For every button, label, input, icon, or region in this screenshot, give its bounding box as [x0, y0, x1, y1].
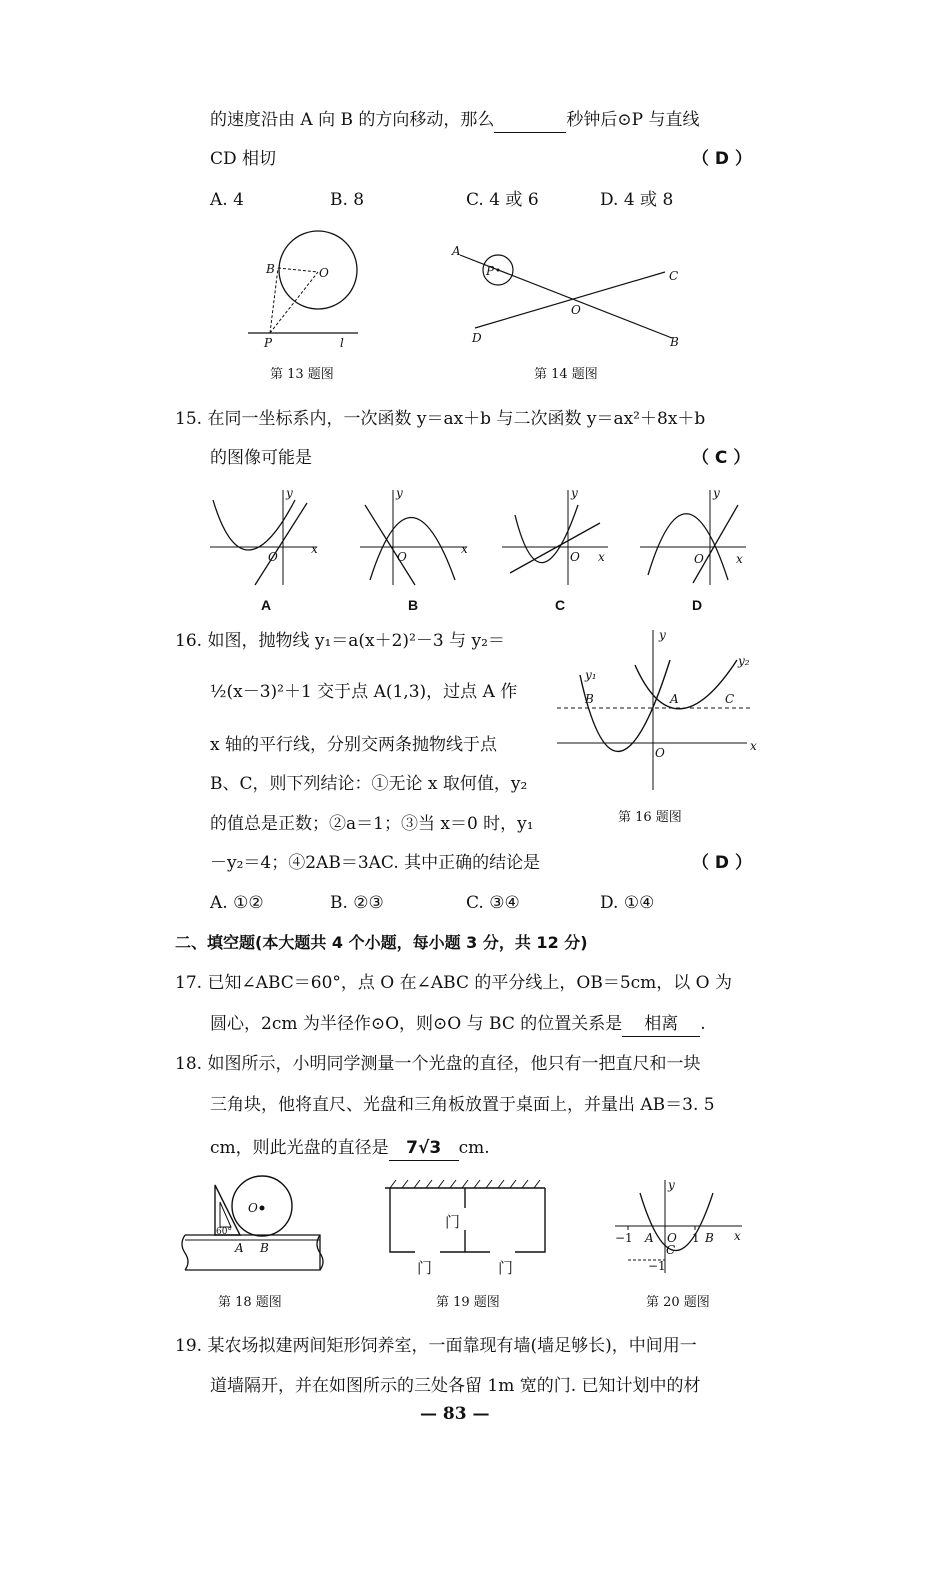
q16-option-d: D. ①④	[600, 893, 655, 913]
svg-text:y: y	[659, 628, 666, 642]
q16-answer: （ D ）	[692, 853, 752, 873]
graph-a	[205, 485, 325, 590]
svg-text:1: 1	[692, 1231, 700, 1245]
q14-answer: （ D ）	[692, 149, 752, 169]
figure-19	[380, 1180, 550, 1260]
svg-text:O: O	[655, 746, 665, 760]
svg-text:B: B	[585, 692, 594, 706]
q15-line2: 的图像可能是	[210, 448, 312, 468]
figure-19-door-right: 门	[498, 1259, 514, 1277]
svg-text:y: y	[668, 1178, 675, 1192]
graph-d-label: D	[692, 597, 703, 613]
q14-option-c: C. 4 或 6	[466, 190, 539, 210]
figure-13-caption: 第 13 题图	[270, 367, 334, 382]
q18-line3: cm，则此光盘的直径是 7√3 cm.	[210, 1136, 490, 1161]
q17-line1: 17. 已知∠ABC＝60°，点 O 在∠ABC 的平分线上，OB＝5cm，以 O 为	[175, 973, 733, 993]
svg-text:P: P	[486, 264, 495, 278]
figure-18-caption: 第 18 题图	[218, 1295, 282, 1310]
figure-16	[555, 625, 755, 795]
q19-line2: 道墙隔开，并在如图所示的三处各留 1m 宽的门. 已知计划中的材	[210, 1376, 701, 1396]
svg-text:O: O	[319, 266, 329, 280]
q16-option-c: C. ③④	[466, 893, 520, 913]
svg-text:D: D	[472, 331, 482, 345]
svg-text:B: B	[266, 262, 275, 276]
q16-option-a: A. ①②	[210, 893, 264, 913]
svg-text:O: O	[694, 552, 704, 566]
svg-text:O: O	[268, 550, 278, 564]
graph-c	[500, 485, 620, 590]
svg-text:x: x	[461, 542, 468, 556]
q16-line1: 16. 如图，抛物线 y₁＝a(x＋2)²－3 与 y₂＝	[175, 631, 505, 651]
svg-text:A: A	[452, 244, 461, 258]
q16-line6: －y₂＝4；④2AB＝3AC. 其中正确的结论是	[210, 853, 541, 873]
graph-d	[638, 485, 758, 590]
figure-14-caption: 第 14 题图	[534, 367, 598, 382]
figure-14	[450, 240, 690, 350]
figure-19-door-left: 门	[417, 1259, 433, 1277]
q14-option-b: B. 8	[330, 190, 365, 210]
svg-text:O: O	[397, 550, 407, 564]
svg-text:y₁: y₁	[585, 668, 597, 682]
svg-text:x: x	[598, 550, 605, 564]
q16-line3: x 轴的平行线，分别交两条抛物线于点	[210, 735, 497, 755]
svg-text:P: P	[264, 336, 273, 350]
svg-text:C: C	[669, 269, 679, 283]
q16-line2: ½(x－3)²＋1 交于点 A(1,3)，过点 A 作	[210, 682, 518, 702]
svg-text:A: A	[235, 1241, 244, 1255]
graph-a-label: A	[261, 597, 272, 613]
figure-13	[240, 225, 370, 355]
figure-19-caption: 第 19 题图	[436, 1295, 500, 1310]
graph-b	[355, 485, 475, 590]
svg-text:y: y	[713, 486, 720, 500]
q14-line2: CD 相切	[210, 149, 277, 169]
section-2-title: 二、填空题(本大题共 4 个小题，每小题 3 分，共 12 分)	[175, 933, 588, 952]
svg-text:O: O	[248, 1201, 258, 1215]
figure-19-door-middle: 门	[445, 1213, 461, 1231]
svg-text:A: A	[645, 1231, 654, 1245]
svg-text:y: y	[286, 486, 293, 500]
svg-text:O: O	[570, 550, 580, 564]
svg-text:l: l	[340, 336, 344, 350]
q14-option-a: A. 4	[210, 190, 244, 210]
svg-text:O: O	[667, 1231, 677, 1245]
svg-text:y: y	[396, 486, 403, 500]
q19-line1: 19. 某农场拟建两间矩形饲养室，一面靠现有墙(墙足够长)，中间用一	[175, 1336, 697, 1356]
svg-text:y: y	[571, 486, 578, 500]
svg-text:B: B	[705, 1231, 714, 1245]
page-number: — 83 —	[420, 1404, 490, 1424]
q16-line5: 的值总是正数；②a＝1；③当 x＝0 时，y₁	[210, 814, 534, 834]
figure-20	[610, 1178, 750, 1278]
q16-option-b: B. ②③	[330, 893, 384, 913]
svg-text:A: A	[670, 692, 679, 706]
q16-line4: B、C，则下列结论：①无论 x 取何值，y₂	[210, 774, 528, 794]
svg-text:x: x	[734, 1229, 741, 1243]
svg-text:−1: −1	[648, 1259, 666, 1273]
q15-answer: （ C ）	[692, 448, 751, 468]
graph-c-label: C	[555, 597, 566, 613]
figure-18	[180, 1180, 325, 1280]
svg-text:B: B	[260, 1241, 269, 1255]
graph-b-label: B	[408, 597, 419, 613]
svg-text:O: O	[571, 303, 581, 317]
q18-line1: 18. 如图所示，小明同学测量一个光盘的直径，他只有一把直尺和一块	[175, 1054, 701, 1074]
q17-answer: 相离	[622, 1012, 700, 1037]
svg-text:−1: −1	[615, 1231, 633, 1245]
svg-text:x: x	[750, 739, 757, 753]
q14-line1: 的速度沿由 A 向 B 的方向移动，那么 秒钟后⊙P 与直线	[210, 108, 699, 133]
figure-20-caption: 第 20 题图	[646, 1295, 710, 1310]
svg-text:C: C	[666, 1243, 676, 1257]
svg-text:60°: 60°	[216, 1227, 232, 1237]
q18-line2: 三角块，他将直尺、光盘和三角板放置于桌面上，并量出 AB＝3. 5	[210, 1095, 715, 1115]
figure-16-caption: 第 16 题图	[618, 810, 682, 825]
svg-text:x: x	[736, 552, 743, 566]
q14-option-d: D. 4 或 8	[600, 190, 674, 210]
svg-text:y₂: y₂	[738, 654, 750, 668]
svg-text:B: B	[670, 335, 679, 349]
q17-line2: 圆心，2cm 为半径作⊙O，则⊙O 与 BC 的位置关系是 相离 .	[210, 1012, 706, 1037]
svg-text:x: x	[311, 542, 318, 556]
svg-text:C: C	[725, 692, 735, 706]
q18-answer: 7√3	[389, 1136, 459, 1161]
q15-line1: 15. 在同一坐标系内，一次函数 y＝ax＋b 与二次函数 y＝ax²＋8x＋b	[175, 409, 706, 429]
